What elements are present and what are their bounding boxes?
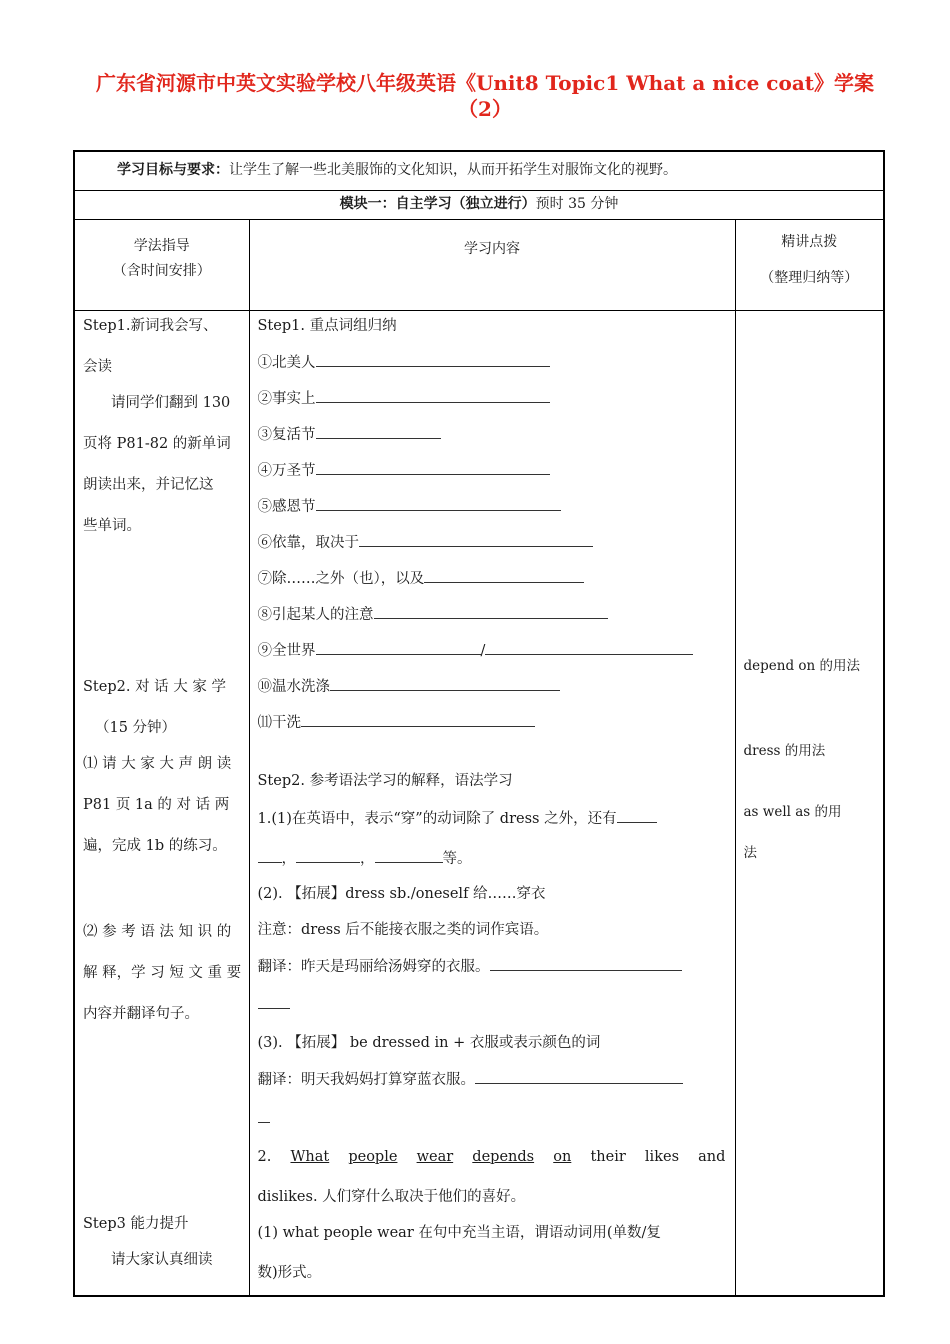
sentence-2-note2: 数)形式。: [257, 1265, 322, 1281]
left-step2-a: Step2. 对 话 大 家 学: [83, 679, 227, 695]
phrase-item: ①北美人: [258, 352, 550, 373]
answer-blank[interactable]: [258, 994, 290, 1009]
header-method: [74, 220, 249, 311]
answer-blank[interactable]: [374, 604, 608, 619]
grammar-1: 1.(1)在英语中，表示“穿”的动词除了 dress 之外，还有: [258, 808, 657, 829]
header-notes-line2: （整理归纳等）: [760, 270, 859, 286]
left-step2-f: ⑵ 参 考 语 法 知 识 的: [83, 924, 232, 940]
note-as-well-as: as well as 的用: [743, 804, 842, 820]
phrase-item: ⑨全世界 /: [258, 640, 694, 661]
left-step3-b: 请大家认真细读: [111, 1252, 213, 1268]
header-method-line2: （含时间安排）: [112, 263, 211, 279]
answer-blank[interactable]: [316, 388, 550, 403]
header-content-label: 学习内容: [464, 241, 520, 257]
grammar-3: 注意：dress 后不能接衣服之类的词作宾语。: [257, 922, 549, 938]
left-step2-b: （15 分钟）: [95, 720, 177, 736]
left-step1-d: 页将 P81-82 的新单词: [83, 436, 231, 452]
note-depend-on: depend on 的用法: [743, 658, 861, 674]
phrase-item: ⑥依靠，取决于: [258, 532, 594, 553]
phrase-item: ⑩温水洗涤: [258, 676, 561, 697]
grammar-6: 翻译：明天我妈妈打算穿蓝衣服。: [258, 1069, 684, 1090]
sentence-2-line2: dislikes. 人们穿什么取决于他们的喜好。: [257, 1189, 526, 1205]
phrase-item: ④万圣节: [258, 460, 550, 481]
header-notes: [735, 220, 884, 311]
learning-goal-row: [74, 151, 884, 191]
note-dress: dress 的用法: [743, 743, 826, 759]
grammar-4-cont: [258, 994, 290, 1015]
grammar-6-cont: [258, 1108, 270, 1129]
header-notes-line1: 精讲点拨: [781, 234, 838, 250]
answer-blank[interactable]: [258, 848, 282, 863]
grammar-2: (2). 【拓展】dress sb./oneself 给……穿衣: [257, 886, 546, 902]
grammar-5: (3). 【拓展】 be dressed in + 衣服或表示颜色的词: [257, 1035, 601, 1051]
left-step2-d: P81 页 1a 的 对 话 两: [83, 797, 230, 813]
answer-blank[interactable]: [316, 352, 550, 367]
phrase-item: ⑦除……之外（也），以及: [258, 568, 585, 589]
header-content: [249, 220, 735, 311]
left-step1-b: 会读: [83, 359, 112, 375]
notes-column: [735, 311, 884, 1296]
left-step1-a: Step1.新词我会写、: [83, 318, 218, 334]
left-step1-c: 请同学们翻到 130: [111, 395, 231, 411]
sentence-2-note1: (1) what people wear 在句中充当主语，谓语动词用(单数/复: [257, 1225, 661, 1241]
phrase-item: ②事实上: [258, 388, 550, 409]
answer-blank[interactable]: [330, 676, 560, 691]
answer-blank[interactable]: [424, 568, 584, 583]
left-step2-c: ⑴ 请 大 家 大 声 朗 读: [83, 756, 232, 772]
answer-blank[interactable]: [316, 496, 561, 511]
step1-title: Step1. 重点词组归纳: [257, 318, 397, 334]
answer-blank[interactable]: [296, 848, 360, 863]
phrase-item: ⑤感恩节: [258, 496, 561, 517]
note-as-well-as-2: 法: [743, 845, 757, 861]
answer-blank[interactable]: [475, 1069, 683, 1084]
left-step1-e: 朗读出来，并记忆这: [83, 477, 214, 493]
answer-blank[interactable]: [258, 1108, 270, 1123]
grammar-1b: ， ， 等。: [258, 848, 472, 869]
module-time: 预时 35 分钟: [535, 196, 619, 212]
answer-blank[interactable]: [316, 640, 481, 655]
header-method-line1: 学法指导: [133, 238, 190, 254]
phrase-item: ③复活节: [258, 424, 441, 445]
left-step2-h: 内容并翻译句子。: [83, 1006, 199, 1022]
answer-blank[interactable]: [617, 808, 657, 823]
method-column: [74, 311, 249, 1296]
answer-blank[interactable]: [359, 532, 593, 547]
answer-blank[interactable]: [485, 640, 693, 655]
title-line-1: 广东省河源市中英文实验学校八年级英语《Unit8 Topic1 What a nice coat》学案: [95, 71, 875, 95]
module-row: [74, 191, 884, 220]
answer-blank[interactable]: [301, 712, 535, 727]
module-label: 模块一：自主学习（独立进行）: [339, 196, 536, 212]
answer-blank[interactable]: [490, 956, 682, 971]
answer-blank[interactable]: [316, 424, 441, 439]
left-step3-a: Step3 能力提升: [83, 1216, 189, 1232]
phrase-item: ⑧引起某人的注意: [258, 604, 608, 625]
title-line-2: （2）: [458, 97, 512, 121]
grammar-4: 翻译：昨天是玛丽给汤姆穿的衣服。: [258, 956, 682, 977]
study-table: [73, 150, 885, 1297]
left-step2-g: 解 释，学 习 短 文 重 要: [83, 965, 242, 981]
left-step2-e: 遍，完成 1b 的练习。: [83, 838, 227, 854]
content-column: [249, 311, 735, 1296]
left-step1-f: 些单词。: [83, 518, 141, 534]
page-title: [70, 70, 900, 122]
answer-blank[interactable]: [316, 460, 550, 475]
phrase-item: ⑾干洗: [258, 712, 536, 733]
answer-blank[interactable]: [375, 848, 443, 863]
goal-text: 让学生了解一些北美服饰的文化知识，从而开拓学生对服饰文化的视野。: [229, 162, 677, 178]
goal-label: 学习目标与要求：: [117, 162, 229, 178]
sentence-2: 2. What people wear depends on their likes and: [257, 1149, 726, 1165]
step2-title: Step2. 参考语法学习的解释，语法学习: [257, 773, 513, 789]
